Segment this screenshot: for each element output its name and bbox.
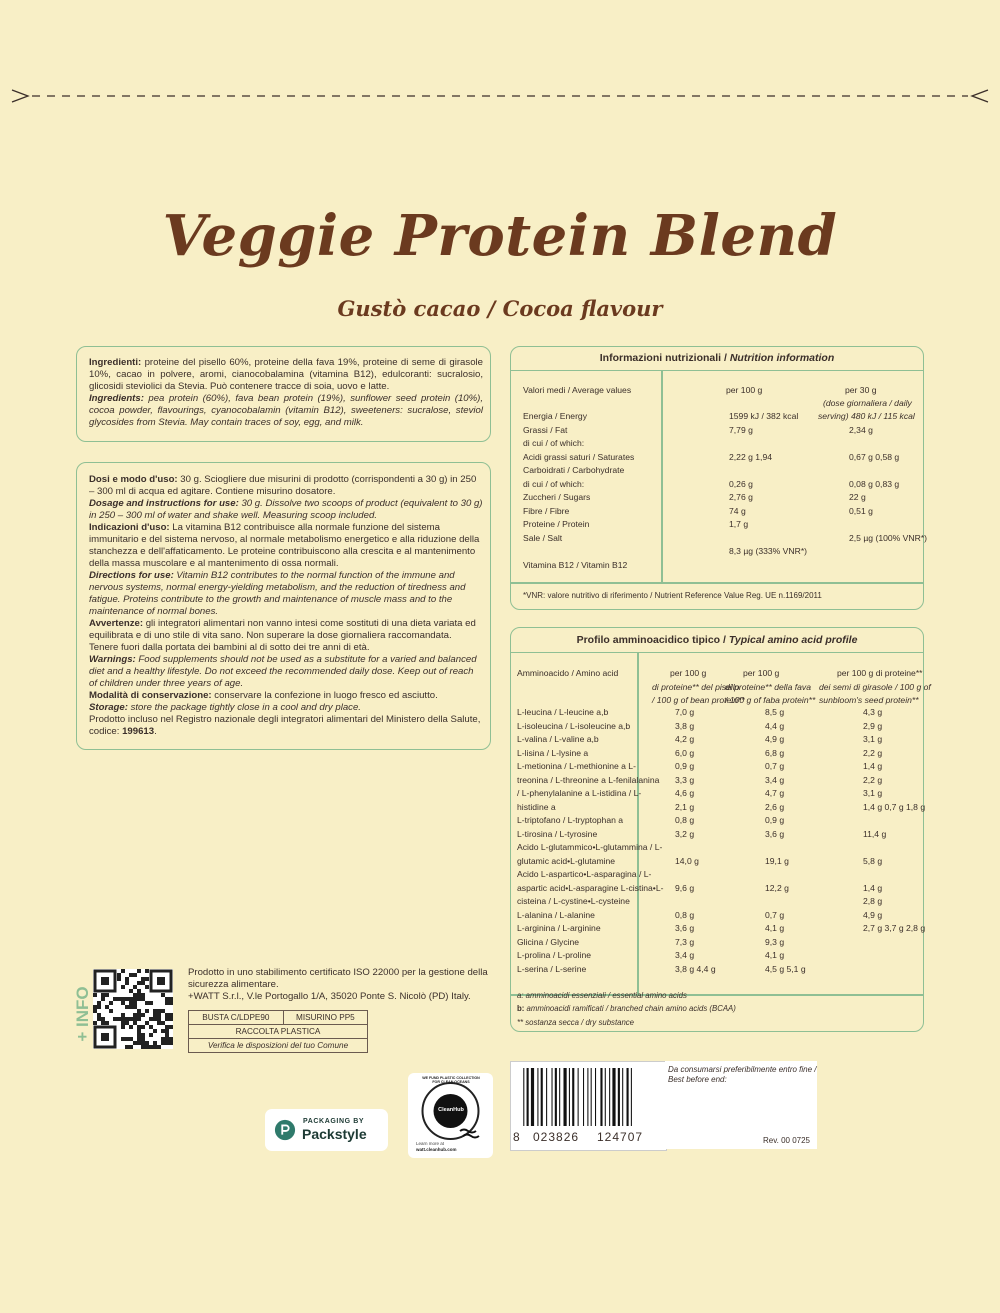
nutrition-row-label: Vitamina B12 / Vitamin B12 <box>523 559 628 570</box>
nutrition-col-30-sub1: (dose giornaliera / daily <box>823 398 912 408</box>
amino-row-label: L-lisina / L-lysine a <box>517 747 589 758</box>
amino-row-sunflower: 11,4 g <box>863 828 887 839</box>
packstyle-logo <box>265 1109 388 1151</box>
amino-row-label: histidine a <box>517 801 556 812</box>
amino-row-pea: 0,8 g <box>675 815 695 825</box>
ind-it-text: La vitamina B12 contribuisce alla normale funzione del sistema immunitario e del sistema nervoso, al normale metabolismo energetico e alla riduzione della stanchezza e dell'affaticamento. Le proteine contribuiscono alla crescita e al mantenimento della massa muscolare e al mantenimento di ossa normali. <box>89 522 480 569</box>
dose-it-text: 30 g. Sciogliere due misurini di prodotto (corrispondenti a 30 g) in 250 – 300 ml di acqua ed agitare. Contiene misurino dosatore. <box>89 474 477 497</box>
amino-row-label: L-triptofano / L-tryptophan a <box>517 815 624 825</box>
nutrition-title-it: Informazioni nutrizionali / <box>599 352 730 364</box>
nutrition-row-label: Zuccheri / Sugars <box>523 492 591 502</box>
amino-note-a: a: amminoacidi essenziali / essential amino acids <box>517 991 687 1000</box>
company-address: +WATT S.r.l., V.le Portogallo 1/A, 35020 Ponte S. Nicolò (PD) Italy. <box>188 991 471 1002</box>
amino-row-fava: 0,7 g <box>765 761 785 771</box>
amino-row-pea: 3,8 g 4,4 g <box>675 963 716 974</box>
registry-end: . <box>154 726 157 737</box>
nutrition-row-per100: 2,22 g 1,94 <box>729 451 773 462</box>
amino-title-it: Profilo amminoacidico tipico / <box>576 634 729 646</box>
nutrition-box <box>510 346 928 610</box>
usage-text <box>89 474 483 738</box>
best-before-en: Best before end: <box>668 1075 727 1084</box>
registry-code: 199613 <box>122 726 155 737</box>
nutrition-row-label: Fibre / Fibre <box>523 505 570 516</box>
cleanhub-logo <box>408 1073 493 1158</box>
warn-it-text: gli integratori alimentari non vanno intesi come sostituti di una dieta variata ed equilibrata e di uno stile di vita sano. Non superare la dose giornaliera raccomandata. Tenere fuori dalla portata dei bambini al di sotto dei tre anni di età. <box>89 618 476 653</box>
barcode-image <box>520 1068 658 1126</box>
amino-row-label: L-tirosina / L-tyrosine <box>517 828 598 839</box>
amino-row-sunflower: 4,3 g <box>863 707 883 717</box>
nutrition-row-per30: 2,34 g <box>849 424 873 435</box>
nutrition-col-divider <box>661 370 663 582</box>
nutrition-row-label: Energia / Energy <box>523 411 588 421</box>
nutrition-row-per100: 0,26 g <box>729 478 753 489</box>
cert-text <box>188 967 488 1003</box>
cut-line <box>0 86 1000 106</box>
warn-en-label: Warnings: <box>89 654 136 665</box>
nutrition-col-30: per 30 g <box>845 385 877 395</box>
packstyle-p-icon <box>274 1119 296 1141</box>
amino-row-label: cisteina / L-cystine•L-cysteine <box>517 896 630 906</box>
amino-row-fava: 9,3 g <box>765 936 785 947</box>
cert-iso-text: Prodotto in uno stabilimento certificato ISO 22000 per la gestione della sicurezza alimentare. <box>188 967 488 990</box>
barcode-digit-first: 8 <box>513 1130 520 1144</box>
best-before-it: Da consumarsi preferibilmente entro fine / <box>668 1065 817 1074</box>
amino-head-sunflower-line: per 100 g di proteine** <box>837 668 923 678</box>
amino-row-label: L-alanina / L-alanine <box>517 909 595 920</box>
warn-en-text: Food supplements should not be used as a substitute for a varied and balanced diet and a healthy lifestyle. Do not exceed the recommended daily dose. Keep out of reach of children under three years of age. <box>89 654 477 689</box>
amino-box <box>510 627 931 1032</box>
amino-row-pea: 14,0 g <box>675 855 699 866</box>
warn-it-label: Avvertenze: <box>89 618 144 629</box>
amino-row-pea: 2,1 g <box>675 801 695 812</box>
amino-head-fava-line: / 100 g of faba protein** <box>725 695 816 705</box>
amino-head-pea-line: / 100 g of bean protein** <box>652 695 745 705</box>
nutrition-row-per30: 0,08 g 0,83 g <box>849 478 900 489</box>
amino-row-pea: 0,8 g <box>675 909 695 920</box>
amino-note-b-text: amminoacidi ramificati / branched chain amino acids (BCAA) <box>524 1004 736 1013</box>
amino-row-pea: 4,2 g <box>675 734 695 744</box>
storage-en-label: Storage: <box>89 702 128 713</box>
amino-row-sunflower: 4,9 g <box>863 909 883 920</box>
nutrition-header <box>511 347 923 371</box>
amino-row-fava: 4,5 g 5,1 g <box>765 963 806 974</box>
cleanhub-url: watt.cleanhub.com <box>416 1147 457 1152</box>
amino-col-divider <box>637 652 639 994</box>
amino-row-label: L-leucina / L-leucine a,b <box>517 707 609 717</box>
cleanhub-ring-text: WE FUND PLASTIC COLLECTION FOR CLEAN OCEANS <box>422 1076 480 1084</box>
info-side-label: + INFO <box>73 986 92 1042</box>
dose-en-label: Dosage and instructions for use: <box>89 498 239 509</box>
nutrition-col-100: per 100 g <box>726 385 763 395</box>
amino-title-en: Typical amino acid profile <box>728 634 858 646</box>
amino-row-pea: 4,6 g <box>675 788 695 798</box>
amino-row-sunflower: 5,8 g <box>863 855 883 866</box>
amino-row-sunflower: 2,9 g <box>863 720 883 731</box>
amino-row-label: L-metionina / L-methionine a L- <box>517 761 636 771</box>
amino-row-label: Acido L-aspartico•L-asparagina / L- <box>517 869 652 879</box>
amino-row-pea: 3,8 g <box>675 720 695 731</box>
packstyle-wordmark: Packstyle <box>302 1126 367 1142</box>
amino-row-sunflower: 1,4 g <box>863 761 883 771</box>
ingredients-en-label: Ingredients: <box>89 393 144 404</box>
amino-row-fava: 4,4 g <box>765 720 785 731</box>
registry-text: Prodotto incluso nel Registro nazionale degli integratori alimentari del Ministero della Salute, codice: <box>89 714 481 737</box>
nutrition-footnote: *VNR: valore nutritivo di riferimento / Nutrient Reference Value Reg. UE n.1169/2011 <box>523 591 822 600</box>
amino-row-label: Glicina / Glycine <box>517 936 580 947</box>
storage-it-text: conservare la confezione in luogo fresco ed asciutto. <box>211 690 438 701</box>
nutrition-row-per100: 7,79 g <box>729 424 753 435</box>
amino-row-sunflower: 2,2 g <box>863 774 883 785</box>
nutrition-row-label: di cui / of which: <box>523 438 585 448</box>
nutrition-row-label: Proteine / Protein <box>523 519 590 529</box>
amino-row-sunflower: 1,4 g 0,7 g 1,8 g <box>863 801 926 812</box>
nutrition-row-per30: 0,67 g 0,58 g <box>849 451 900 462</box>
amino-row-fava: 2,6 g <box>765 801 785 812</box>
usage-box <box>76 462 491 750</box>
packaging-by-label: PACKAGING BY <box>303 1118 365 1125</box>
barcode-area <box>510 1061 667 1151</box>
amino-row-sunflower: 2,2 g <box>863 747 883 758</box>
qr-code <box>93 969 173 1049</box>
amino-head-fava-line: di proteine** della fava <box>725 681 811 692</box>
ingredients-text <box>89 357 483 429</box>
amino-head-sunflower-line: dei semi di girasole / 100 g of <box>819 681 931 692</box>
ind-it-label: Indicazioni d'uso: <box>89 522 170 533</box>
amino-row-pea: 7,0 g <box>675 707 695 717</box>
nutrition-row-per30: 22 g <box>849 492 866 502</box>
nutrition-row-per30: 0,51 g <box>849 505 873 516</box>
recycling-bag: BUSTA C/LDPE90 <box>189 1011 284 1025</box>
nutrition-row-label: di cui / of which: <box>523 478 585 489</box>
amino-row-sunflower: 3,1 g <box>863 788 883 798</box>
recycling-collection: RACCOLTA PLASTICA <box>189 1025 368 1039</box>
nutrition-col-30-sub2: serving) 480 kJ / 115 kcal <box>818 411 915 421</box>
recycling-check: Verifica le disposizioni del tuo Comune <box>189 1039 368 1053</box>
amino-row-sunflower: 2,7 g 3,7 g 2,8 g <box>863 923 926 933</box>
amino-row-fava: 8,5 g <box>765 707 785 717</box>
nutrition-title-en: Nutrition information <box>729 352 835 364</box>
amino-row-fava: 4,9 g <box>765 734 785 744</box>
revision-code: Rev. 00 0725 <box>763 1136 810 1145</box>
ingredients-box <box>76 346 491 442</box>
nutrition-row-per100: 74 g <box>729 505 746 516</box>
dose-en-text: 30 g. Dissolve two scoops of product (equivalent to 30 g) in 250 – 300 ml of water and shake well. Measuring scoop included. <box>89 498 483 521</box>
amino-head-sunflower-line: sunbloom's seed protein** <box>819 695 919 705</box>
amino-row-pea: 3,6 g <box>675 923 695 933</box>
amino-row-pea: 3,3 g <box>675 774 695 785</box>
ingredients-it-text: proteine del pisello 60%, proteine della fava 19%, proteine di seme di girasole 10%, cacao in polvere, aromi, cianocobalamina (vitamina B12), edulcoranti: sucralosio, glicosidi steviolici da Stevia. Può contenere tracce di soia, uovo e latte. <box>89 357 483 392</box>
barcode-digits-left: 023826 <box>533 1130 580 1144</box>
amino-row-fava: 3,6 g <box>765 828 785 839</box>
ingredients-it-label: Ingredienti: <box>89 357 142 368</box>
nutrition-row-per100: 8,3 µg (333% VNR*) <box>729 546 808 556</box>
nutrition-footer-divider <box>511 582 923 584</box>
amino-head-pea-line: per 100 g <box>670 668 707 678</box>
nutrition-row-label: Sale / Salt <box>523 532 563 543</box>
amino-row-fava: 6,8 g <box>765 747 785 758</box>
amino-note-c: ** sostanza secca / dry substance <box>517 1018 635 1027</box>
cleanhub-learn: Learn more at <box>416 1141 445 1146</box>
barcode-digits-right: 124707 <box>597 1130 644 1144</box>
nutrition-row-per30: 2,5 µg (100% VNR*) <box>849 532 928 543</box>
amino-row-label: glutamic acid•L-glutamine <box>517 855 616 866</box>
amino-row-pea: 3,2 g <box>675 828 695 839</box>
amino-row-fava: 4,7 g <box>765 788 785 798</box>
amino-row-fava: 12,2 g <box>765 882 789 893</box>
amino-note-b <box>517 1004 736 1013</box>
amino-row-label: L-prolina / L-proline <box>517 950 592 960</box>
amino-row-label: Acido L-glutammico•L-glutammina / L- <box>517 842 663 852</box>
cleanhub-name: CleanHub <box>438 1107 464 1113</box>
amino-note-b-label: b: <box>517 1004 525 1013</box>
nutrition-row-per100: 1,7 g <box>729 519 749 529</box>
dose-it-label: Dosi e modo d'uso: <box>89 474 178 485</box>
amino-row-label: L-serina / L-serine <box>517 963 587 974</box>
storage-it-label: Modalità di conservazione: <box>89 690 212 701</box>
amino-row-fava: 3,4 g <box>765 774 785 785</box>
nutrition-row-per100: 1599 kJ / 382 kcal <box>729 411 799 421</box>
best-before-box <box>665 1061 817 1149</box>
amino-row-sunflower: 1,4 g <box>863 882 883 893</box>
amino-row-label: aspartic acid•L-asparagine L-cistina•L- <box>517 882 664 893</box>
amino-row-fava: 0,9 g <box>765 815 785 825</box>
amino-row-label: treonina / L-threonine a L-fenilalanina <box>517 774 660 785</box>
amino-row-pea: 0,9 g <box>675 761 695 771</box>
amino-row-label: / L-phenylalanine a L-istidina / L- <box>517 788 642 798</box>
ind-en-label: Directions for use: <box>89 570 174 581</box>
ind-en-text: Vitamin B12 contributes to the normal function of the immune and nervous systems, normal energy-yielding metabolism, and the reduction of tiredness and fatigue. Proteins contribute to the growth and maintenance of muscle mass and to the maintenance of normal bones. <box>89 570 466 617</box>
amino-row-fava: 4,1 g <box>765 923 785 933</box>
amino-head-pea-line: di proteine** del pisello <box>652 681 740 692</box>
nutrition-row-label: Acidi grassi saturi / Saturates <box>523 451 635 462</box>
nutrition-col-label: Valori medi / Average values <box>523 385 632 395</box>
recycling-scoop: MISURINO PP5 <box>283 1011 367 1025</box>
amino-row-sunflower: 2,8 g <box>863 896 883 906</box>
amino-row-pea: 3,4 g <box>675 950 695 960</box>
amino-row-fava: 4,1 g <box>765 950 785 960</box>
nutrition-row-per100: 2,76 g <box>729 492 753 502</box>
amino-head-fava-line: per 100 g <box>743 668 780 678</box>
amino-row-sunflower: 3,1 g <box>863 734 883 744</box>
amino-row-label: L-valina / L-valine a,b <box>517 734 599 744</box>
amino-row-label: L-arginina / L-arginine <box>517 923 601 933</box>
amino-row-fava: 19,1 g <box>765 855 789 866</box>
amino-row-pea: 7,3 g <box>675 936 695 947</box>
product-subtitle: Gustò cacao / Cocoa flavour <box>337 296 663 321</box>
amino-row-fava: 0,7 g <box>765 909 785 920</box>
product-title: Veggie Protein Blend <box>162 203 838 269</box>
amino-col-label: Amminoacido / Amino acid <box>517 668 619 678</box>
amino-row-pea: 6,0 g <box>675 747 695 758</box>
amino-header <box>511 628 923 653</box>
amino-row-pea: 9,6 g <box>675 882 695 893</box>
storage-en-text: store the package tightly close in a cool and dry place. <box>127 702 361 713</box>
recycling-table <box>188 1010 368 1053</box>
amino-row-label: L-isoleucina / L-isoleucine a,b <box>517 720 631 731</box>
ingredients-en-text: pea protein (60%), fava bean protein (19%), sunflower seed protein (10%), cocoa powder, flavourings, cyanocobalamin (vitamin B12), sweeteners: sucralose, steviol glycosides from Stevia. May contain traces of soy, egg, and milk. <box>89 393 483 428</box>
nutrition-row-label: Grassi / Fat <box>523 424 568 435</box>
nutrition-row-label: Carboidrati / Carbohydrate <box>523 465 625 475</box>
